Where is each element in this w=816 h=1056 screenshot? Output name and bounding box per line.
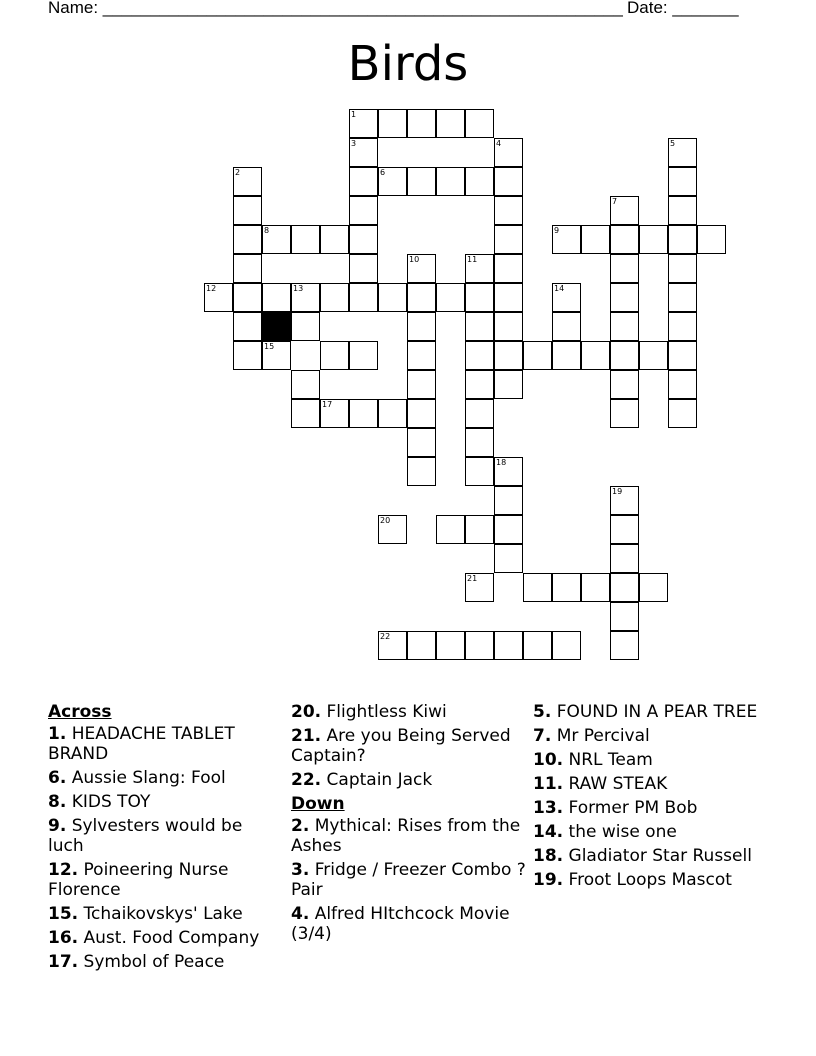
- grid-cell[interactable]: [233, 167, 262, 196]
- grid-cell[interactable]: [610, 283, 639, 312]
- grid-cell[interactable]: [494, 138, 523, 167]
- clue-number: 6: [380, 168, 386, 177]
- grid-cell[interactable]: [436, 109, 465, 138]
- grid-cell[interactable]: [581, 341, 610, 370]
- grid-cell[interactable]: [610, 486, 639, 515]
- clue-number: 17: [322, 400, 333, 409]
- grid-cell[interactable]: [465, 573, 494, 602]
- grid-cell[interactable]: [581, 573, 610, 602]
- grid-cell[interactable]: [610, 341, 639, 370]
- clue-down-14: 14. the wise one: [533, 822, 677, 842]
- grid-cell[interactable]: [407, 341, 436, 370]
- grid-cell[interactable]: [233, 196, 262, 225]
- grid-cell[interactable]: [668, 399, 697, 428]
- grid-cell[interactable]: [378, 167, 407, 196]
- grid-cell[interactable]: [494, 225, 523, 254]
- across-heading: Across: [48, 702, 112, 722]
- grid-cell[interactable]: [610, 196, 639, 225]
- clue-number: 21: [467, 574, 478, 583]
- grid-cell[interactable]: [552, 283, 581, 312]
- clues-column-1: [48, 702, 283, 976]
- grid-cell[interactable]: [610, 544, 639, 573]
- grid-cell[interactable]: [668, 225, 697, 254]
- grid-cell[interactable]: [407, 370, 436, 399]
- grid-cell[interactable]: [581, 225, 610, 254]
- grid-cell[interactable]: [436, 631, 465, 660]
- grid-cell[interactable]: [668, 254, 697, 283]
- grid-cell[interactable]: [407, 254, 436, 283]
- grid-cell[interactable]: [407, 399, 436, 428]
- grid-cell[interactable]: [697, 225, 726, 254]
- grid-cell[interactable]: [494, 312, 523, 341]
- grid-cell[interactable]: [610, 399, 639, 428]
- grid-cell[interactable]: [552, 573, 581, 602]
- grid-cell[interactable]: [320, 399, 349, 428]
- grid-cell[interactable]: [233, 341, 262, 370]
- clue-down-18: 18. Gladiator Star Russell: [533, 846, 752, 866]
- clue-number: 20: [380, 516, 391, 525]
- grid-cell[interactable]: [668, 196, 697, 225]
- grid-cell[interactable]: [407, 312, 436, 341]
- clues-column-2: [291, 702, 526, 948]
- grid-cell[interactable]: [378, 399, 407, 428]
- grid-cell[interactable]: [349, 167, 378, 196]
- grid-cell[interactable]: [378, 283, 407, 312]
- clue-across-15: 15. Tchaikovskys' Lake: [48, 904, 243, 924]
- grid-cell[interactable]: [668, 341, 697, 370]
- grid-cell[interactable]: [465, 515, 494, 544]
- grid-cell[interactable]: [349, 399, 378, 428]
- grid-cell[interactable]: [494, 254, 523, 283]
- grid-cell[interactable]: [378, 109, 407, 138]
- grid-cell[interactable]: [494, 167, 523, 196]
- grid-cell[interactable]: [610, 631, 639, 660]
- grid-cell[interactable]: [436, 167, 465, 196]
- clue-across-6: 6. Aussie Slang: Fool: [48, 768, 226, 788]
- clue-across-21: 21. Are you Being Served Captain?: [291, 726, 511, 766]
- grid-cell[interactable]: [610, 225, 639, 254]
- grid-cell[interactable]: [407, 167, 436, 196]
- date-line: Date: _______: [627, 0, 739, 17]
- grid-cell[interactable]: [610, 515, 639, 544]
- grid-cell[interactable]: [465, 254, 494, 283]
- clue-number: 7: [612, 197, 618, 206]
- clue-number: 9: [554, 226, 560, 235]
- grid-cell[interactable]: [291, 225, 320, 254]
- grid-cell[interactable]: [320, 341, 349, 370]
- clue-across-20: 20. Flightless Kiwi: [291, 702, 447, 722]
- clue-number: 8: [264, 226, 270, 235]
- grid-cell[interactable]: [262, 341, 291, 370]
- clue-across-12: 12. Poineering Nurse Florence: [48, 860, 229, 900]
- grid-cell[interactable]: [494, 457, 523, 486]
- grid-cell[interactable]: [436, 283, 465, 312]
- grid-cell[interactable]: [610, 370, 639, 399]
- grid-cell[interactable]: [291, 312, 320, 341]
- grid-cell[interactable]: [610, 312, 639, 341]
- grid-cell[interactable]: [436, 515, 465, 544]
- grid-cell[interactable]: [320, 225, 349, 254]
- grid-cell[interactable]: [262, 283, 291, 312]
- grid-cell[interactable]: [465, 283, 494, 312]
- grid-cell[interactable]: [465, 341, 494, 370]
- grid-cell[interactable]: [233, 225, 262, 254]
- grid-cell[interactable]: [320, 283, 349, 312]
- grid-cell[interactable]: [639, 573, 668, 602]
- grid-cell[interactable]: [552, 341, 581, 370]
- grid-cell[interactable]: [378, 631, 407, 660]
- grid-cell[interactable]: [523, 631, 552, 660]
- grid-cell[interactable]: [668, 283, 697, 312]
- grid-cell[interactable]: [610, 602, 639, 631]
- grid-cell[interactable]: [465, 370, 494, 399]
- grid-cell[interactable]: [668, 167, 697, 196]
- clue-across-9: 9. Sylvesters would be luch: [48, 816, 243, 856]
- puzzle-title: Birds: [347, 36, 469, 92]
- grid-cell[interactable]: [465, 312, 494, 341]
- grid-cell[interactable]: [407, 428, 436, 457]
- clue-number: 18: [496, 458, 507, 467]
- clue-across-22: 22. Captain Jack: [291, 770, 433, 790]
- grid-cell[interactable]: [465, 428, 494, 457]
- grid-cell[interactable]: [552, 631, 581, 660]
- grid-cell[interactable]: [349, 138, 378, 167]
- grid-cell[interactable]: [378, 515, 407, 544]
- clue-number: 15: [264, 342, 275, 351]
- grid-cell[interactable]: [668, 370, 697, 399]
- grid-cell[interactable]: [552, 225, 581, 254]
- clue-across-16: 16. Aust. Food Company: [48, 928, 260, 948]
- grid-cell[interactable]: [523, 573, 552, 602]
- clue-number: 19: [612, 487, 623, 496]
- grid-cell[interactable]: [233, 312, 262, 341]
- clue-number: 12: [206, 284, 217, 293]
- clue-down-4: 4. Alfred HItchcock Movie (3/4): [291, 904, 510, 944]
- grid-cell[interactable]: [639, 225, 668, 254]
- clue-across-8: 8. KIDS TOY: [48, 792, 151, 812]
- clue-down-7: 7. Mr Percival: [533, 726, 650, 746]
- grid-cell[interactable]: [465, 167, 494, 196]
- grid-cell[interactable]: [465, 457, 494, 486]
- clue-number: 3: [351, 139, 357, 148]
- grid-cell[interactable]: [349, 283, 378, 312]
- grid-cell[interactable]: [552, 312, 581, 341]
- grid-cell[interactable]: [610, 254, 639, 283]
- grid-cell[interactable]: [494, 631, 523, 660]
- clue-down-3: 3. Fridge / Freezer Combo ? Pair: [291, 860, 526, 900]
- clue-number: 10: [409, 255, 420, 264]
- clue-down-5: 5. FOUND IN A PEAR TREE: [533, 702, 758, 722]
- grid-cell[interactable]: [494, 486, 523, 515]
- clue-number: 14: [554, 284, 565, 293]
- grid-cell[interactable]: [494, 196, 523, 225]
- grid-cell[interactable]: [407, 457, 436, 486]
- grid-cell[interactable]: [407, 631, 436, 660]
- clue-number: 1: [351, 110, 357, 119]
- grid-cell[interactable]: [407, 283, 436, 312]
- grid-cell[interactable]: [291, 399, 320, 428]
- grid-cell[interactable]: [668, 312, 697, 341]
- grid-cell[interactable]: [291, 283, 320, 312]
- grid-cell[interactable]: [407, 109, 436, 138]
- grid-cell[interactable]: [233, 254, 262, 283]
- grid-cell[interactable]: [494, 283, 523, 312]
- clue-down-10: 10. NRL Team: [533, 750, 653, 770]
- clue-down-19: 19. Froot Loops Mascot: [533, 870, 732, 890]
- clue-number: 22: [380, 632, 391, 641]
- grid-cell[interactable]: [204, 283, 233, 312]
- grid-cell[interactable]: [494, 544, 523, 573]
- grid-cell[interactable]: [349, 196, 378, 225]
- grid-cell[interactable]: [465, 399, 494, 428]
- grid-cell[interactable]: [349, 254, 378, 283]
- grid-cell[interactable]: [262, 225, 291, 254]
- clue-down-13: 13. Former PM Bob: [533, 798, 698, 818]
- clue-number: 2: [235, 168, 241, 177]
- grid-cell[interactable]: [523, 341, 552, 370]
- name-line: Name: _______________________________________________________: [48, 0, 623, 17]
- clue-number: 5: [670, 139, 676, 148]
- grid-cell[interactable]: [349, 225, 378, 254]
- clue-number: 4: [496, 139, 502, 148]
- grid-cell[interactable]: [494, 370, 523, 399]
- grid-cell[interactable]: [494, 515, 523, 544]
- clue-number: 11: [467, 255, 478, 264]
- grid-cell[interactable]: [349, 341, 378, 370]
- clue-down-11: 11. RAW STEAK: [533, 774, 668, 794]
- black-square: [262, 312, 291, 341]
- clue-across-1: 1. HEADACHE TABLET BRAND: [48, 724, 235, 764]
- clues-column-3: [533, 702, 773, 894]
- grid-cell[interactable]: [494, 341, 523, 370]
- clue-number: 13: [293, 284, 304, 293]
- grid-cell[interactable]: [233, 283, 262, 312]
- grid-cell[interactable]: [349, 109, 378, 138]
- grid-cell[interactable]: [465, 109, 494, 138]
- grid-cell[interactable]: [639, 341, 668, 370]
- clue-down-2: 2. Mythical: Rises from the Ashes: [291, 816, 521, 856]
- grid-cell[interactable]: [668, 138, 697, 167]
- grid-cell[interactable]: [610, 573, 639, 602]
- down-heading: Down: [291, 794, 345, 814]
- grid-cell[interactable]: [465, 631, 494, 660]
- grid-cell[interactable]: [291, 370, 320, 399]
- clue-across-17: 17. Symbol of Peace: [48, 952, 225, 972]
